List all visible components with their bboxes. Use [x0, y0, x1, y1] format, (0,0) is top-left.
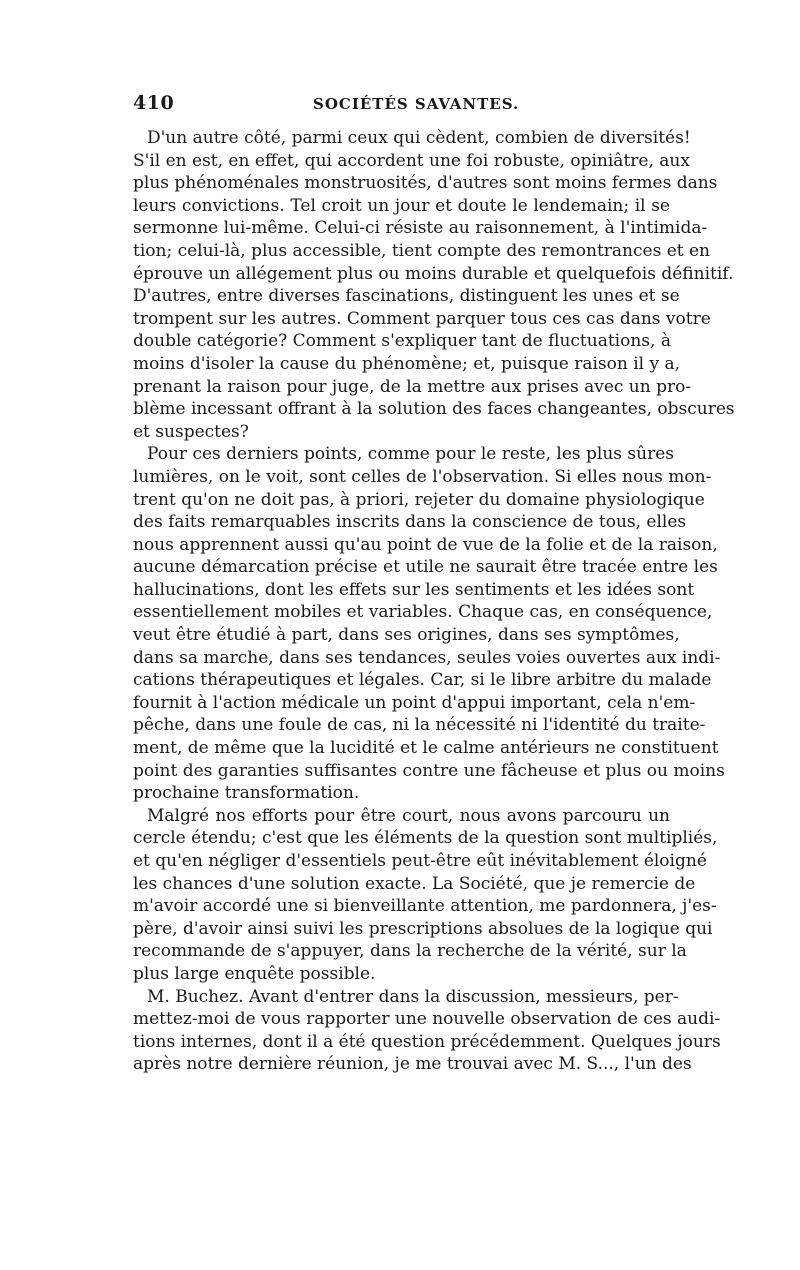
text-line: plus large enquête possible. [133, 963, 376, 984]
text-line: m'avoir accordé une si bienveillante attention, me pardonnera, j'es- [133, 896, 717, 917]
text-line: plus phénoménales monstruosités, d'autres sont moins fermes dans [133, 173, 718, 194]
text-line: après notre dernière réunion, je me trouvai avec M. S..., l'un des [133, 1054, 692, 1075]
text-line: M. Buchez. Avant d'entrer dans la discussion, messieurs, per- [147, 986, 679, 1007]
text-line: point des garanties suffisantes contre une fâcheuse et plus ou moins [133, 760, 725, 781]
text-line: D'autres, entre diverses fascinations, distinguent les unes et se [133, 286, 680, 307]
text-line: et qu'en négliger d'essentiels peut-être eût inévitablement éloigné [133, 851, 707, 871]
text-line: sermonne lui-même. Celui-ci résiste au raisonnement, à l'intimida- [133, 218, 708, 239]
text-line: aucune démarcation précise et utile ne saurait être tracée entre les [133, 557, 718, 578]
text-line: Pour ces derniers points, comme pour le reste, les plus sûres [147, 444, 674, 465]
text-line: cations thérapeutiques et légales. Car, si le libre arbitre du malade [133, 670, 712, 691]
text-line: des faits remarquables inscrits dans la conscience de tous, elles [133, 512, 687, 533]
text-line: prochaine transformation. [133, 783, 360, 804]
text-line: trent qu'on ne doit pas, à priori, rejeter du domaine physiologique [133, 489, 705, 510]
text-line: hallucinations, dont les effets sur les sentiments et les idées sont [133, 579, 695, 600]
text-line: D'un autre côté, parmi ceux qui cèdent, combien de diversités! [147, 128, 691, 148]
text-line: recommande de s'appuyer, dans la recherche de la vérité, sur la [133, 941, 687, 962]
text-line: double catégorie? Comment s'expliquer tant de fluctuations, à [133, 331, 671, 352]
text-line: éprouve un allégement plus ou moins durable et quelquefois définitif. [133, 263, 734, 284]
text-line: blème incessant offrant à la solution des faces changeantes, obscures [133, 399, 735, 420]
text-line: mettez-moi de vous rapporter une nouvelle observation de ces audi- [133, 1009, 721, 1030]
text-line: pêche, dans une foule de cas, ni la nécessité ni l'identité du traite- [133, 715, 706, 736]
text-line: nous apprennent aussi qu'au point de vue de la folie et de la raison, [133, 534, 718, 555]
text-line: et suspectes? [133, 421, 249, 442]
text-line: veut être étudié à part, dans ses origines, dans ses symptômes, [133, 625, 680, 646]
text-line: les chances d'une solution exacte. La Société, que je remercie de [133, 873, 696, 894]
text-line: ment, de même que la lucidité et le calme antérieurs ne constituent [133, 738, 719, 759]
page-header [133, 92, 670, 116]
text-line: lumières, on le voit, sont celles de l'observation. Si elles nous mon- [133, 466, 712, 487]
text-line: dans sa marche, dans ses tendances, seules voies ouvertes aux indi- [133, 647, 721, 668]
text-line: essentiellement mobiles et variables. Chaque cas, en conséquence, [133, 602, 713, 623]
text-line: trompent sur les autres. Comment parquer tous ces cas dans votre [133, 308, 711, 329]
text-line: leurs convictions. Tel croit un jour et doute le lendemain; il se [133, 195, 670, 216]
text-line: tion; celui-là, plus accessible, tient compte des remontrances et en [133, 240, 711, 261]
text-line: Malgré nos efforts pour être court, nous avons parcouru un [147, 805, 670, 826]
text-line: cercle étendu; c'est que les éléments de la question sont multipliés, [133, 828, 718, 849]
text-line: prenant la raison pour juge, de la mettre aux prises avec un pro- [133, 376, 692, 397]
running-title: SOCIÉTÉS SAVANTES. [313, 95, 520, 113]
text-line: fournit à l'action médicale un point d'appui important, cela n'em- [133, 692, 696, 713]
text-line: tions internes, dont il a été question précédemment. Quelques jours [133, 1031, 721, 1052]
body-text [133, 127, 735, 1076]
text-line: moins d'isoler la cause du phénomène; et, puisque raison il y a, [133, 353, 681, 374]
text-line: père, d'avoir ainsi suivi les prescriptions absolues de la logique qui [133, 918, 713, 939]
page-number: 410 [133, 92, 175, 114]
text-line: S'il en est, en effet, qui accordent une foi robuste, opiniâtre, aux [133, 150, 690, 171]
